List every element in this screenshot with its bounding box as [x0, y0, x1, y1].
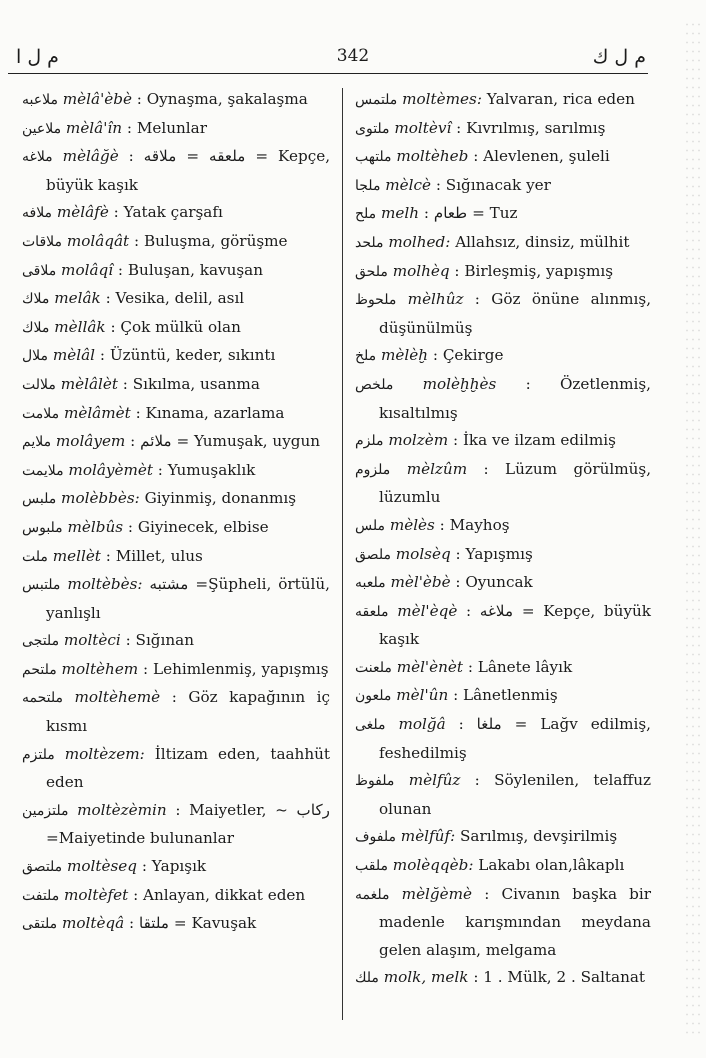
entry-separator: : [467, 657, 473, 676]
entry-separator: : [117, 260, 124, 279]
entry-arabic: ملاقات [22, 233, 62, 250]
dictionary-entry [22, 428, 330, 457]
entry-arabic: ملتجى [22, 633, 60, 650]
entry-separator: : [128, 147, 134, 166]
entry-lemma: mèlâ'èbè [62, 90, 132, 108]
entry-definition: Üzüntü, keder, sıkıntı [109, 346, 276, 365]
dictionary-entry [355, 342, 651, 371]
header-right-guide: م ل ك [592, 46, 646, 68]
entry-separator: : [171, 688, 177, 707]
entry-arabic: ملايم [22, 434, 52, 451]
entry-arabic: ملبوس [22, 519, 63, 536]
entry-arabic: ملك [355, 970, 379, 987]
entry-lemma: mèlfûz [408, 771, 461, 790]
entry-arabic: ملزوم [355, 461, 391, 478]
entry-separator: : [452, 431, 459, 450]
dictionary-entry [22, 853, 330, 882]
entry-arabic: ملجا [355, 177, 381, 194]
dictionary-entry [22, 115, 330, 144]
entry-definition: Alevlenen, şuleli [483, 147, 610, 166]
entry-definition: Maiyetler, ~ ركاب =Maiyetinde bulunanlar [46, 800, 331, 848]
entry-arabic: ملغى [355, 717, 386, 734]
entry-arabic: ملامت [22, 405, 60, 422]
entry-arabic: ملاعين [22, 120, 62, 137]
dictionary-entry [22, 627, 330, 656]
entry-definition: Giyinecek, elbise [137, 517, 269, 536]
entry-arabic: ملزم [355, 433, 384, 450]
entry-lemma: mèlâ'în [65, 118, 123, 137]
entry-lemma: moltèvî [394, 118, 452, 137]
entry-arabic: ملاك [22, 319, 50, 336]
dictionary-entry [355, 964, 651, 993]
entry-definition: Oyuncak [465, 573, 533, 592]
entry-lemma: mèlâl [52, 346, 96, 365]
header-left-guide: م ل ا [16, 46, 59, 68]
dictionary-entry [355, 711, 651, 767]
entry-arabic: ملس [355, 517, 385, 534]
page-edge-noise [684, 20, 702, 1040]
entry-arabic: ملال [22, 348, 49, 365]
entry-definition: Sarılmış, devşirilmiş [460, 827, 618, 846]
entry-arabic: ملتحمه [22, 690, 63, 707]
column-divider [342, 88, 343, 1020]
dictionary-entry [22, 199, 330, 228]
entry-arabic: ملحق [355, 263, 388, 280]
entry-separator: : [129, 914, 135, 933]
page-header [0, 38, 706, 78]
entry-definition: ملعقه = ملاقه = Kepçe, büyük kaşık [46, 147, 331, 194]
dictionary-entry [22, 314, 330, 343]
entry-lemma: molâyèmèt [68, 460, 153, 479]
entry-arabic: ملحد [355, 234, 384, 251]
entry-separator: : [133, 885, 139, 904]
entry-definition: Söylenilen, telaffuz olunan [379, 771, 652, 818]
entry-definition: Yapışmış [465, 544, 533, 563]
entry-arabic: ملقب [355, 858, 388, 875]
entry-lemma: mèlhûz [407, 290, 464, 309]
entry-lemma: melh [381, 204, 420, 223]
dictionary-entry [22, 514, 330, 543]
entry-separator: : [474, 771, 480, 790]
entry-lemma: mèlâmèt [63, 403, 131, 422]
entry-separator: : [130, 432, 136, 451]
entry-definition: Sıkılma, usanma [132, 374, 260, 393]
entry-separator: : [474, 290, 480, 309]
dictionary-entry [22, 342, 330, 371]
dictionary-entry [22, 882, 330, 911]
entry-arabic: ملبس [22, 491, 57, 508]
entry-arabic: ملعنت [355, 659, 392, 676]
entry-lemma: moltèheb [396, 147, 469, 166]
entry-definition: Göz kapağının iç kısmı [46, 688, 331, 736]
entry-separator: : [453, 686, 459, 705]
entry-definition: Vesika, delil, asıl [115, 289, 245, 308]
dictionary-entry [22, 571, 330, 627]
entry-lemma: moltèbès: [67, 575, 143, 594]
dictionary-entry [355, 371, 651, 427]
entry-definition: Lakabı olan,lâkaplı [478, 856, 625, 875]
entry-arabic: ملالت [22, 376, 56, 393]
entry-arabic: ملتزم [22, 746, 55, 763]
entry-definition: مشتبه =Şüpheli, örtülü, yanlışlı [46, 575, 331, 622]
entry-definition: Lânete lâyık [477, 657, 573, 676]
dictionary-entry [355, 881, 651, 965]
entry-separator: : [136, 90, 142, 108]
entry-arabic: ملتفت [22, 887, 60, 904]
entry-definition: طعام = Tuz [433, 204, 518, 223]
entry-lemma: molk, melk [383, 968, 469, 987]
entry-definition: ملائم = Yumuşak, uygun [140, 432, 321, 451]
entry-definition: ملغا = Lağv edilmiş, feshedilmiş [379, 715, 651, 762]
entry-arabic: ملفوظ [355, 773, 395, 790]
entry-arabic: ملح [355, 206, 377, 223]
entry-arabic: ملعون [355, 688, 392, 705]
dictionary-entry [355, 115, 651, 144]
dictionary-entry [355, 456, 651, 512]
entry-separator: : [135, 403, 141, 422]
entry-arabic: ملتبس [22, 577, 61, 594]
entry-lemma: moltèci [63, 631, 121, 650]
entry-separator: : [126, 118, 132, 137]
entry-arabic: ملحوظ [355, 292, 397, 309]
dictionary-entry [355, 86, 651, 115]
entry-definition: Birleşmiş, yapışmış [464, 261, 614, 280]
entry-separator: : [435, 175, 441, 194]
entry-lemma: moltèhem [61, 659, 139, 678]
entry-lemma: mèl'ènèt [396, 657, 463, 676]
entry-lemma: molèḫḫès [422, 374, 497, 393]
dictionary-entry [355, 654, 651, 683]
entry-lemma: mèlès [389, 515, 435, 534]
entry-arabic: ملصق [355, 546, 391, 563]
entry-arabic: ملتقى [22, 916, 58, 933]
entry-lemma: mèlâğè [62, 147, 119, 166]
entry-lemma: molsèq [395, 544, 451, 563]
entry-lemma: mèlcè [385, 175, 432, 194]
entry-arabic: ملاك [22, 291, 50, 308]
entry-lemma: moltèzem: [64, 744, 145, 763]
entry-lemma: moltèzèmin [77, 800, 167, 819]
entry-arabic: ملفوف [355, 829, 396, 846]
entry-separator: : [110, 317, 116, 336]
entry-separator: : [455, 544, 461, 563]
entry-lemma: molèqqèb: [392, 856, 474, 875]
dictionary-entry [22, 656, 330, 685]
entry-definition: Yalvaran, rica eden [486, 90, 635, 108]
page-number: 342 [336, 46, 370, 66]
entry-arabic: ملافه [22, 205, 53, 222]
entry-arabic: ملعقه [355, 603, 389, 620]
entry-separator: : [484, 884, 490, 903]
dictionary-entry [22, 457, 330, 486]
dictionary-entry [355, 143, 651, 172]
entry-lemma: mèlfûf: [400, 827, 456, 846]
entry-definition: Yatak çarşafı [123, 203, 223, 222]
entry-separator: : [466, 601, 472, 620]
entry-separator: : [456, 118, 462, 137]
entry-separator: : [113, 203, 119, 222]
entry-definition: Yapışık [151, 857, 207, 876]
entry-separator: : [157, 460, 163, 479]
dictionary-entry [355, 258, 651, 287]
entry-lemma: moltèhemè [74, 688, 161, 707]
entry-lemma: moltèmes: [402, 90, 482, 108]
entry-separator: : [473, 147, 479, 166]
entry-definition: Kınama, azarlama [145, 403, 285, 422]
entry-arabic: ملعبه [355, 575, 386, 592]
dictionary-entry [355, 427, 651, 456]
entry-lemma: mèlğèmè [401, 884, 473, 903]
entry-definition: ملتقا = Kavuşak [139, 914, 257, 933]
dictionary-entry [355, 767, 651, 823]
entry-lemma: mèlzûm [406, 459, 468, 478]
entry-arabic: ملاغه [22, 149, 53, 166]
dictionary-entry [355, 172, 651, 201]
entry-definition: Anlayan, dikkat eden [143, 885, 306, 904]
entry-lemma: molâqî [61, 260, 114, 279]
entry-definition: İka ve ilzam edilmiş [462, 431, 616, 450]
dictionary-entry [355, 512, 651, 541]
entry-lemma: moltèseq [67, 857, 138, 876]
entry-lemma: molhèq [392, 261, 450, 280]
entry-separator: : [99, 346, 105, 365]
entry-arabic: ملتوى [355, 120, 390, 137]
entry-separator: : [127, 517, 134, 536]
entry-definition: Melunlar [136, 118, 207, 137]
dictionary-entry [355, 541, 651, 570]
dictionary-entry [355, 569, 651, 598]
dictionary-entry [22, 797, 330, 853]
entry-definition: Çekirge [442, 346, 504, 365]
dictionary-entry [22, 400, 330, 429]
entry-definition: Lânetlenmiş [463, 686, 558, 705]
entry-separator: : [455, 573, 461, 592]
entry-definition: Yumuşaklık [167, 460, 256, 479]
entry-separator: : [125, 631, 131, 650]
entry-lemma: mèl'èbè [390, 573, 451, 592]
entry-separator: : [105, 546, 111, 565]
entry-separator: : [134, 231, 140, 250]
entry-arabic: ملاعبه [22, 92, 58, 108]
dictionary-entry [355, 823, 651, 852]
entry-definition: Buluşan, kavuşan [127, 260, 263, 279]
dictionary-entry [22, 285, 330, 314]
entry-separator: : [122, 374, 128, 393]
entry-arabic: ملايمت [22, 462, 64, 479]
entry-definition: Mayhoş [449, 515, 510, 534]
dictionary-entry [22, 485, 330, 514]
entry-lemma: moltèqâ [61, 914, 125, 933]
entry-lemma: mèlbûs [67, 517, 124, 536]
dictionary-entry [22, 910, 330, 939]
entry-definition: Millet, ulus [115, 546, 203, 565]
entry-definition: Lehimlenmiş, yapışmış [153, 659, 329, 678]
dictionary-entry [22, 371, 330, 400]
entry-separator: : [175, 800, 181, 819]
entry-lemma: mèllâk [54, 317, 106, 336]
entry-separator: : [473, 968, 479, 987]
entry-lemma: mellèt [52, 546, 101, 565]
entry-arabic: ملخص [355, 376, 394, 393]
dictionary-entry [355, 598, 651, 654]
left-column [22, 86, 330, 939]
entry-lemma: moltèfet [64, 885, 129, 904]
entry-definition: Oynaşma, şakalaşma [146, 90, 308, 108]
dictionary-entry [22, 228, 330, 257]
entry-arabic: ملتمس [355, 92, 398, 108]
entry-arabic: ملتهب [355, 149, 392, 166]
entry-separator: : [458, 715, 464, 734]
entry-arabic: ملاقى [22, 262, 57, 279]
entry-definition: Göz önüne alınmış, düşünülmüş [379, 290, 652, 337]
entry-definition: Çok mülkü olan [120, 317, 241, 336]
entry-separator: : [423, 204, 429, 223]
dictionary-entry [22, 143, 330, 199]
entry-lemma: mèlâfè [56, 203, 109, 222]
entry-arabic: ملخ [355, 348, 377, 365]
entry-separator: : [439, 515, 445, 534]
dictionary-entry [22, 86, 330, 115]
entry-definition: Kıvrılmış, sarılmış [466, 118, 606, 137]
entry-arabic: ملت [22, 548, 48, 565]
entry-separator: : [483, 459, 489, 478]
entry-lemma: mèl'ûn [396, 686, 449, 705]
dictionary-entry [355, 682, 651, 711]
entry-lemma: mèlâlèt [60, 374, 118, 393]
entry-definition: Allahsız, dinsiz, mülhit [455, 232, 630, 251]
entry-definition: Sığınan [135, 631, 195, 650]
dictionary-entry [355, 852, 651, 881]
entry-separator: : [454, 261, 460, 280]
entry-definition: Lüzum görülmüş, lüzumlu [379, 459, 652, 507]
entry-definition: Civanın başka bir madenle karışmından meydana gelen alaşım, melgama [379, 884, 652, 959]
dictionary-entry [22, 684, 330, 740]
entry-definition: İltizam eden, taahhüt eden [46, 744, 331, 792]
header-rule [8, 73, 648, 74]
entry-lemma: mèlèḫ [381, 346, 429, 365]
entry-separator: : [105, 289, 111, 308]
entry-arabic: ملتصق [22, 859, 63, 876]
entry-lemma: molhed: [388, 232, 451, 251]
entry-definition: ملاغه = Kepçe, büyük kaşık [379, 601, 652, 649]
entry-separator: : [432, 346, 438, 365]
entry-arabic: ملغمه [355, 886, 390, 903]
entry-arabic: ملتحم [22, 661, 57, 678]
dictionary-entry [355, 286, 651, 342]
dictionary-entry [22, 543, 330, 572]
dictionary-entry [22, 741, 330, 797]
entry-lemma: melâk [54, 289, 101, 308]
entry-lemma: molzèm [388, 431, 449, 450]
entry-definition: 1 . Mülk, 2 . Saltanat [483, 968, 646, 987]
entry-lemma: molâyem [55, 432, 126, 451]
entry-definition: Sığınacak yer [445, 175, 551, 194]
entry-separator: : [143, 659, 149, 678]
dictionary-entry [22, 257, 330, 286]
entry-definition: Giyinmiş, donanmış [144, 489, 297, 508]
entry-lemma: molèbbès: [61, 489, 140, 508]
entry-definition: Özetlenmiş, kısaltılmış [379, 374, 652, 422]
entry-lemma: molâqât [66, 231, 130, 250]
entry-lemma: mèl'èqè [397, 601, 458, 620]
dictionary-entry [355, 229, 651, 258]
dictionary-entry [355, 200, 651, 229]
right-column [355, 86, 651, 993]
entry-definition: Buluşma, görüşme [143, 231, 288, 250]
entry-arabic: ملتزمين [22, 802, 69, 819]
entry-separator: : [141, 857, 147, 876]
entry-separator: : [525, 374, 531, 393]
entry-lemma: molğâ [398, 715, 446, 734]
